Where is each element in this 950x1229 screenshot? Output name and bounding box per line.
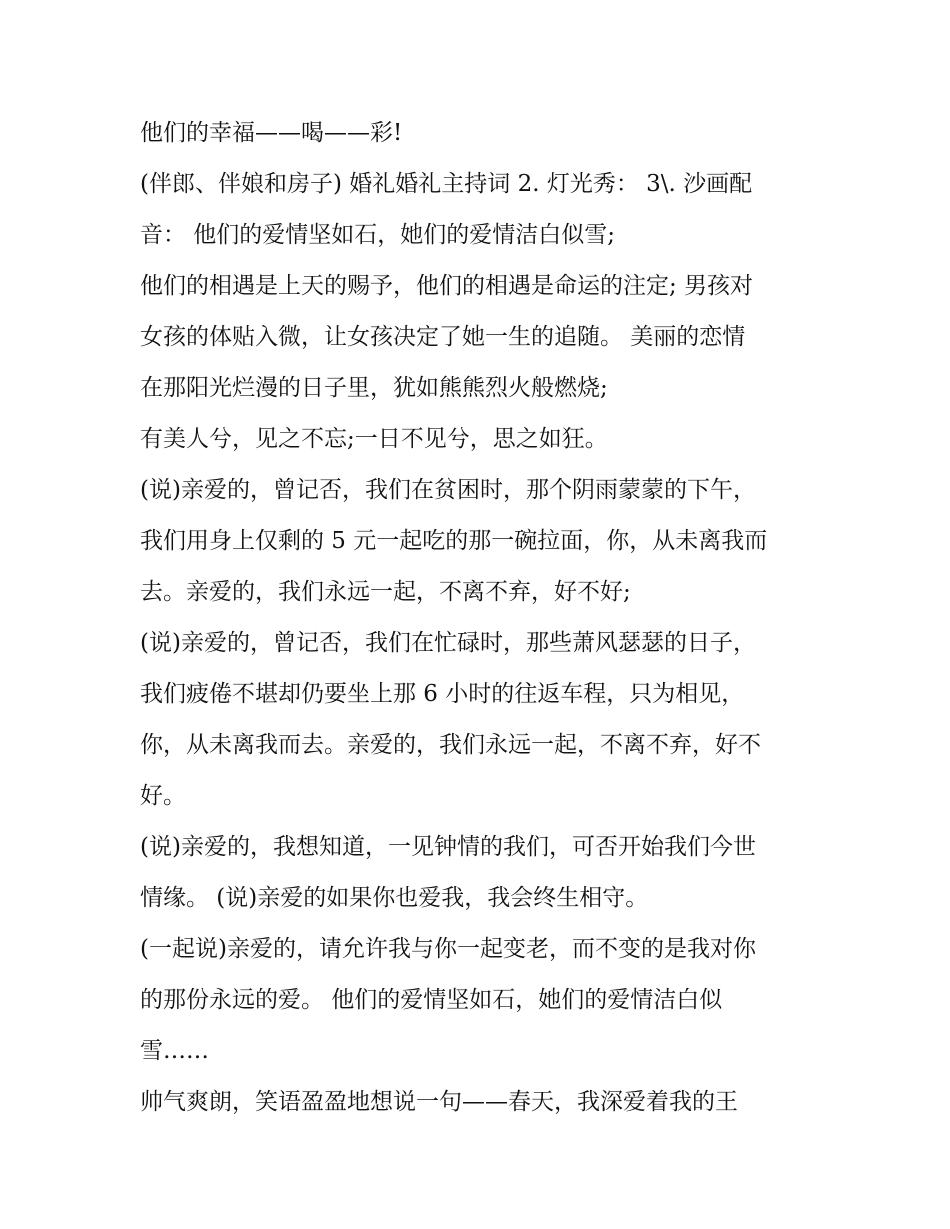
text-line: (一起说)亲爱的，请允许我与你一起变老，而不变的是我对你: [140, 936, 756, 962]
text-line: 的那份永远的爱。 他们的爱情坚如石，她们的爱情洁白似: [140, 987, 723, 1013]
text-line: 好。: [140, 783, 186, 809]
text-line: 帅气爽朗，笑语盈盈地想说一句——春天，我深爱着我的王: [140, 1089, 738, 1115]
text-line: 情缘。 (说)亲爱的如果你也爱我，我会终生相守。: [140, 885, 649, 911]
text-line: (说)亲爱的，我想知道，一见钟情的我们，可否开始我们今世: [140, 834, 756, 860]
text-line: (说)亲爱的，曾记否，我们在忙碌时，那些萧风瑟瑟的日子，: [140, 630, 756, 656]
text-line: (说)亲爱的，曾记否，我们在贫困时，那个阴雨蒙蒙的下午，: [140, 477, 756, 503]
text-line: 在那阳光烂漫的日子里，犹如熊熊烈火般燃烧;: [140, 375, 608, 401]
text-line: 音： 他们的爱情坚如石，她们的爱情洁白似雪;: [140, 222, 616, 248]
text-line: 我们用身上仅剩的 5 元一起吃的那一碗拉面，你，从未离我而: [140, 528, 768, 554]
text-line: 他们的相遇是上天的赐予，他们的相遇是命运的注定; 男孩对: [140, 273, 754, 299]
text-line: 雪……: [140, 1038, 209, 1064]
text-line: (伴郎、伴娘和房子) 婚礼婚礼主持词 2. 灯光秀： 3\. 沙画配: [140, 171, 753, 197]
text-line: 你，从未离我而去。亲爱的，我们永远一起，不离不弃，好不: [140, 732, 761, 758]
text-line: 去。亲爱的，我们永远一起，不离不弃，好不好;: [140, 579, 631, 605]
text-line: 有美人兮，见之不忘;一日不见兮，思之如狂。: [140, 426, 608, 452]
text-line: 女孩的体贴入微，让女孩决定了她一生的追随。 美丽的恋情: [140, 324, 746, 350]
document-body: [140, 108, 820, 1128]
text-line: 我们疲倦不堪却仍要坐上那 6 小时的往返车程，只为相见，: [140, 681, 745, 707]
text-line: 他们的幸福——喝——彩!: [140, 120, 403, 146]
